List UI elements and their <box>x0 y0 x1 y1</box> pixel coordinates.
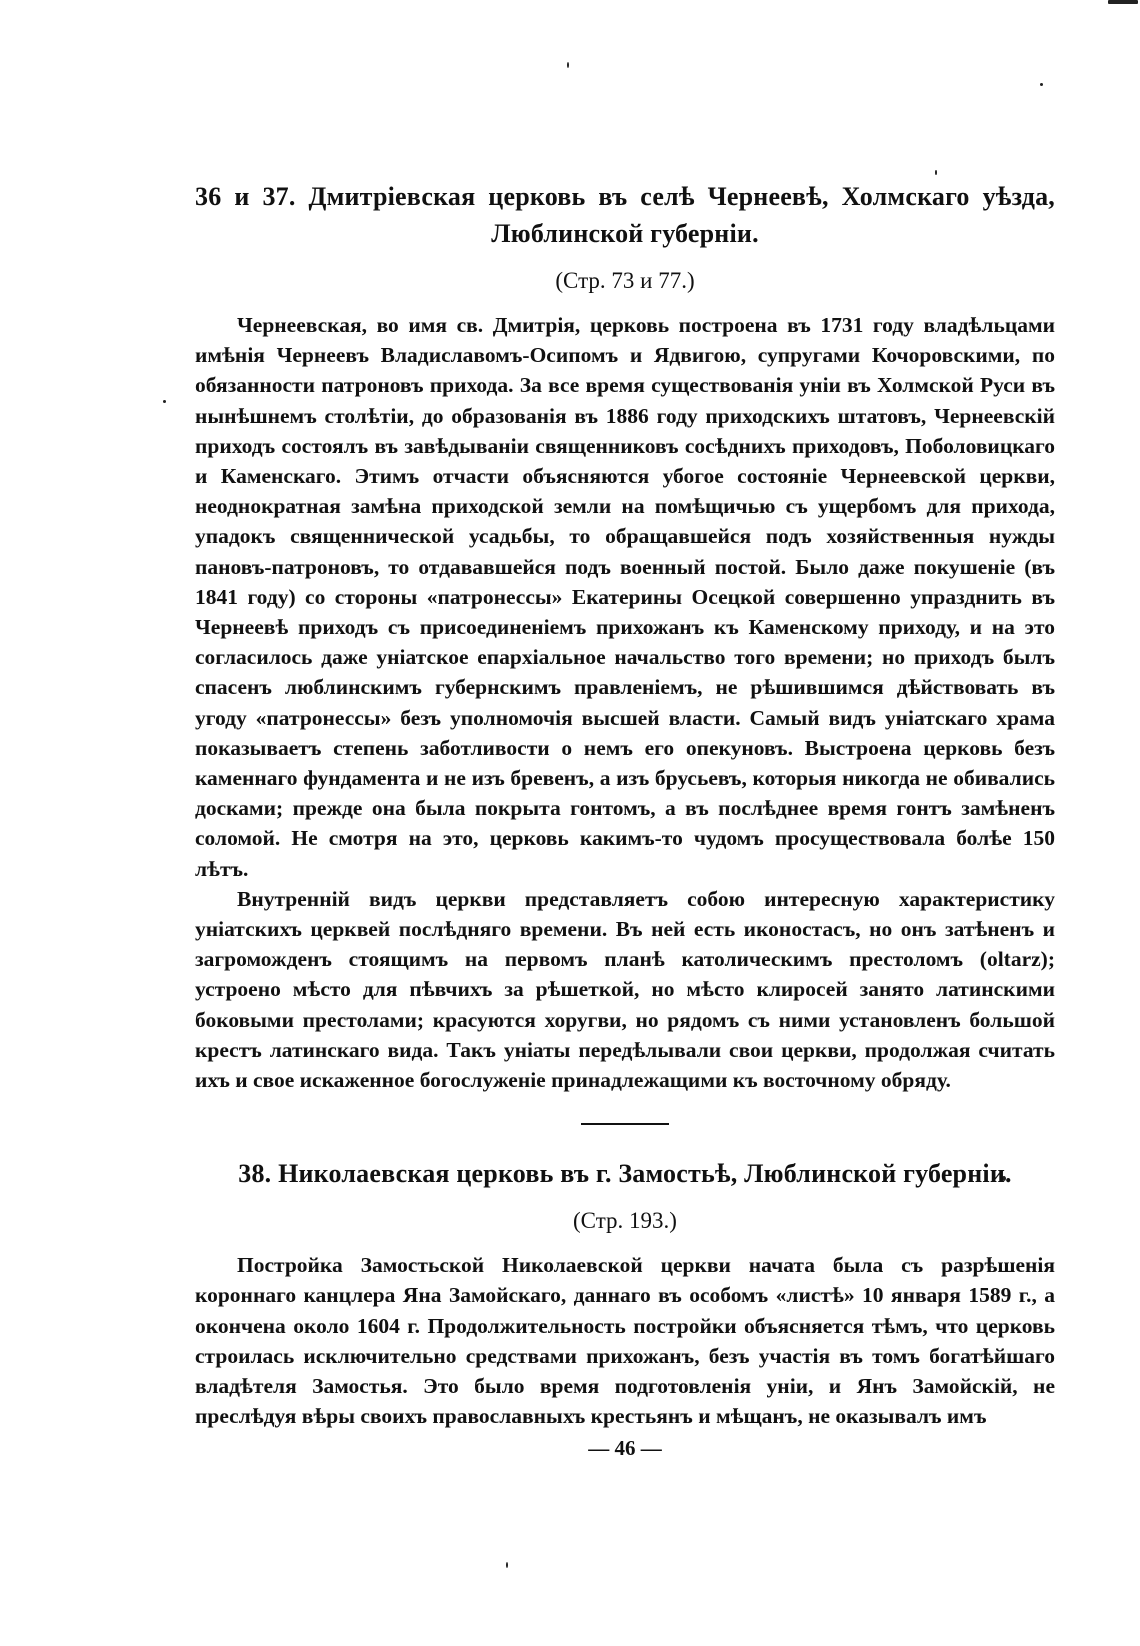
section-38 <box>195 1155 1055 1431</box>
page-number: — 46 — <box>588 1435 662 1460</box>
scan-speck <box>935 170 937 175</box>
page-reference: (Стр. 193.) <box>573 1208 677 1234</box>
paragraph: Постройка Замостьской Николаевской церкви начата была съ разрѣшенія короннаго канцлера Яна Замойскаго, даннаго въ особомъ «листѣ» 10 января 1589 г., а окончена около 1604 г. Продолжительность постройки объясняется тѣмъ, что церковь строилась исключительно средствами прихожанъ, безъ участія въ томъ богатѣйшаго владѣтеля Замостья. Это было время подготовленія уніи, и Янъ Замойскій, не преслѣдуя вѣры своихъ православныхъ крестьянъ и мѣщанъ, не оказывалъ имъ <box>195 1253 1055 1429</box>
scan-speck <box>1040 83 1043 86</box>
page-reference: (Стр. 73 и 77.) <box>555 268 695 293</box>
section-divider <box>581 1123 669 1125</box>
scan-speck <box>567 62 569 68</box>
section-title: 38. Николаевская церковь въ г. Замостьѣ, Люблинской губерніи. <box>238 1159 1012 1189</box>
section-title: 36 и 37. Дмитріевская церковь въ селѣ Чернеевѣ, Холмскаго уѣзда, Люблинской губерніи. <box>195 182 1055 248</box>
scan-speck <box>1108 0 1138 4</box>
document-page <box>195 178 1055 1462</box>
paragraph: Внутренній видъ церкви представляетъ собою интересную характеристику уніатскихъ церквей послѣдняго времени. Въ ней есть иконостасъ, но онъ затѣненъ и загроможденъ стоящимъ на первомъ планѣ католическимъ престоломъ (oltarz); устроено мѣсто для пѣвчихъ за рѣшеткой, но мѣсто клиросей занято латинскими боковыми престолами; красуются хоругви, но рядомъ съ ними установленъ большой крестъ латинскаго вида. Такъ уніаты передѣлывали свои церкви, продолжая считать ихъ и свое искаженное богослуженіе принадлежащими къ восточному обряду. <box>195 886 1055 1093</box>
paragraph: Чернеевская, во имя св. Дмитрія, церковь построена въ 1731 году владѣльцами имѣнія Чернеевъ Владиславомъ-Осипомъ и Ядвигою, супругами Кочоровскими, по обязанности патроновъ прихода. За все время существованія уніи въ Холмской Руси въ нынѣшнемъ столѣтіи, до образованія въ 1886 году приходскихъ штатовъ, Чернеевскій приходъ состоялъ въ завѣдываніи священниковъ сосѣднихъ приходовъ, Поболовицкаго и Каменскаго. Этимъ отчасти объясняются убогое состояніе Чернеевской церкви, неоднократная замѣна приходской земли на помѣщичью съ ущербомъ для прихода, упадокъ священнической усадьбы, то обращавшейся подъ хозяйственныя нужды пановъ-патроновъ, то отдававшейся подъ военный постой. Было даже покушеніе (въ 1841 году) со стороны «патронессы» Екатерины Осецкой совершенно упразднить въ Чернеевѣ приходъ съ присоединеніемъ прихожанъ къ Каменскому приходу, и на это согласилось даже уніатское епархіальное начальство того времени; но приходъ былъ спасенъ люблинскимъ губернскимъ правленіемъ, не рѣшившимся дѣйствовать въ угоду «патронессы» безъ уполномочія высшей власти. Самый видъ уніатскаго храма показываетъ степень заботливости о немъ его опекуновъ. Выстроена церковь безъ каменнаго фундамента и не изъ бревенъ, а изъ брусьевъ, которыя никогда не обивались досками; прежде она была покрыта гонтомъ, а въ послѣднее время гонтъ замѣненъ соломой. Не смотря на это, церковь какимъ-то чудомъ просуществовала болѣе 150 лѣтъ. <box>195 313 1055 881</box>
scan-speck <box>163 400 166 403</box>
section-36-37 <box>195 178 1055 1095</box>
scan-speck <box>506 1562 508 1568</box>
